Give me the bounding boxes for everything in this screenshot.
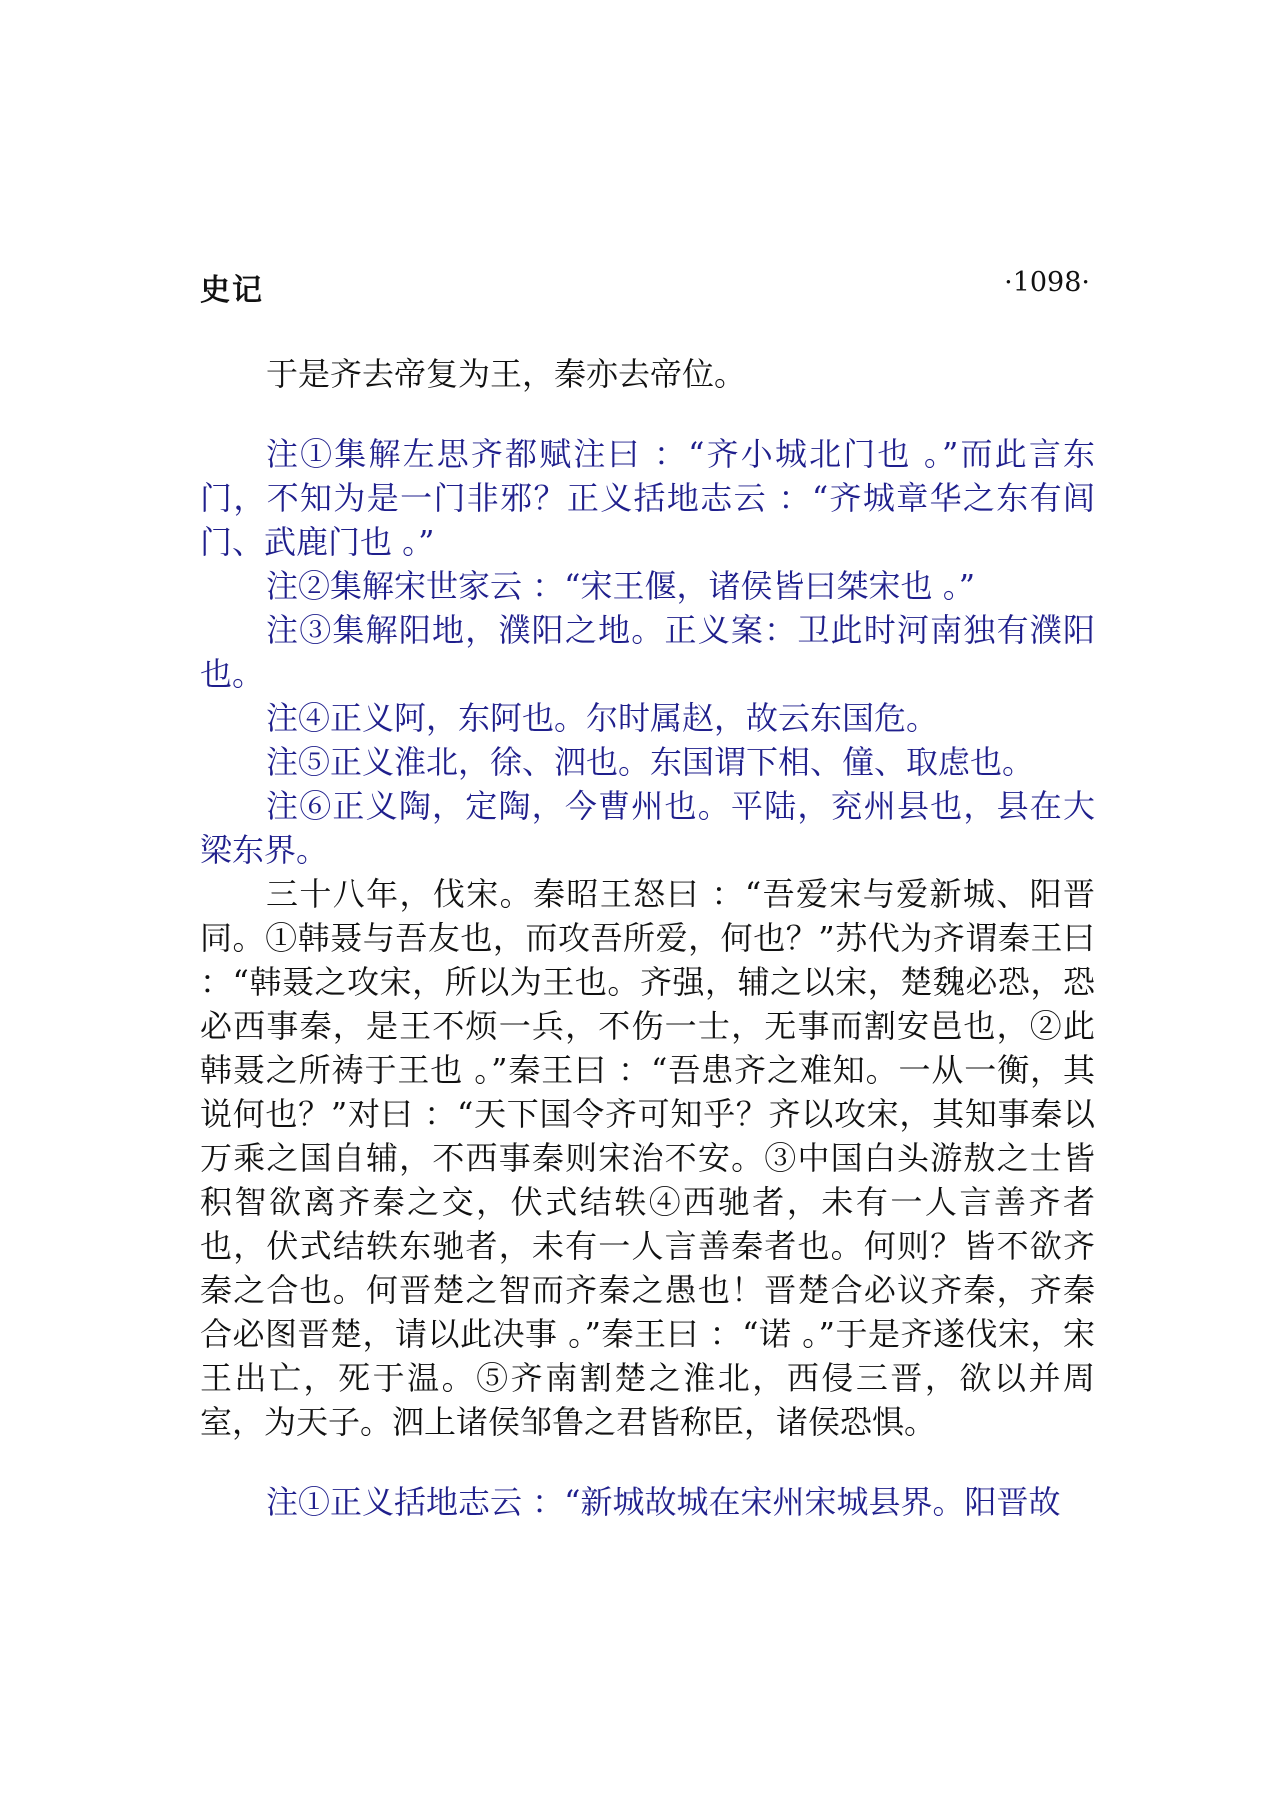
note-paragraph: 注②集解宋世家云 ：“宋王偃，诸侯皆曰桀宋也 。” (266, 567, 976, 605)
page-number: ·1098· (1004, 267, 1090, 298)
page-header (200, 265, 1090, 308)
note-paragraph: 注③集解阳地，濮阳之地。正义案：卫此时河南独有濮阳也。 (200, 611, 1095, 693)
body-paragraph: 于是齐去帝复为王，秦亦去帝位。 (266, 355, 747, 393)
note-paragraph: 注①集解左思齐都赋注曰 ：“齐小城北门也 。”而此言东门，不知为是一门非邪？正义括地志云 ：“齐城章华之东有闾门、武鹿门也 。” (200, 435, 1095, 561)
book-title: 史记 (200, 273, 264, 308)
note-paragraph: 注①正义括地志云 ：“新城故城在宋州宋城县界。阳晋故 (266, 1483, 1061, 1521)
note-paragraph: 注④正义阿，东阿也。尔时属赵，故云东国危。 (266, 699, 939, 737)
note-paragraph: 注⑥正义陶，定陶，今曹州也。平陆，兖州县也，县在大梁东界。 (200, 787, 1095, 869)
page-body (200, 352, 1095, 1524)
note-paragraph: 注⑤正义淮北，徐、泗也。东国谓下相、僮、取虑也。 (266, 743, 1035, 781)
body-paragraph: 三十八年，伐宋。秦昭王怒曰 ：“吾爱宋与爱新城、阳晋同。①韩聂与吾友也，而攻吾所爱，何也？”苏代为齐谓秦王曰 ：“韩聂之攻宋，所以为王也。齐强，辅之以宋，楚魏必恐，恐必西事秦，是王不烦一兵，不伤一士，无事而割安邑也，②此韩聂之所祷于王也 。”秦王曰 ：“吾患齐之难知。一从一衡，其说何也？”对曰 ：“天下国令齐可知乎？齐以攻宋，其知事秦以万乘之国自辅，不西事秦则宋治不安。③中国白头游敖之士皆积智欲离齐秦之交，伏式结轶④西驰者，未有一人言善齐者也，伏式结轶东驰者，未有一人言善秦者也。何则？皆不欲齐秦之合也。何晋楚之智而齐秦之愚也！晋楚合必议齐秦，齐秦合必图晋楚，请以此决事 。”秦王曰 ：“诺 。”于是齐遂伐宋，宋王出亡，死于温。⑤齐南割楚之淮北，西侵三晋，欲以并周室，为天子。泗上诸侯邹鲁之君皆称臣，诸侯恐惧。 (200, 875, 1095, 1441)
